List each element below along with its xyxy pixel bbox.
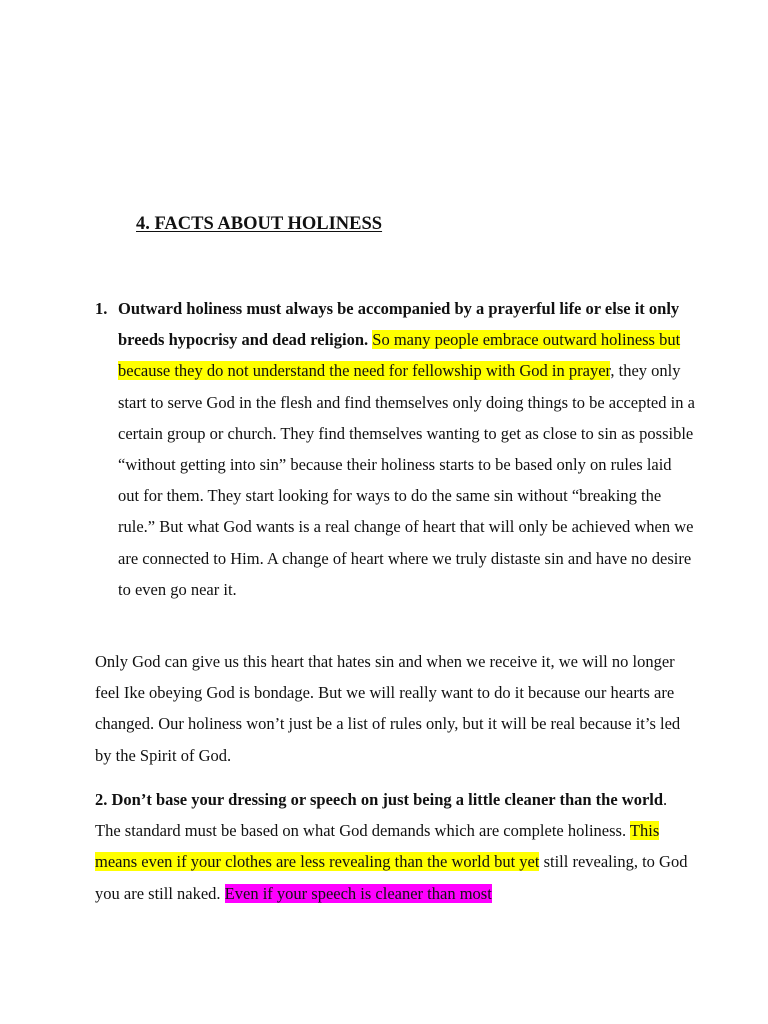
bold-statement: Outward holiness must always be accompanied by a prayerful life or else it only breeds hypocrisy and dead religion. [118, 299, 680, 350]
paragraph-only-god: Only God can give us this heart that hates sin and when we receive it, we will no longer feel Ike obeying God is bondage. But we will really want to do it because our hearts are changed. Our holiness won’t just be a list of rules only, but it will be real because it’s led by the Spirit of God. [95, 652, 681, 765]
list-number: 1. [95, 299, 108, 318]
paragraph-point-2 [95, 784, 695, 909]
list-item-1 [95, 293, 695, 605]
section-heading: 4. FACTS ABOUT HOLINESS [136, 214, 383, 234]
highlighted-text-yellow: This means even if your clothes are less revealing than the world but yet [95, 821, 660, 872]
highlighted-text-magenta: Even if your speech is cleaner than most [224, 883, 492, 903]
body-text: still revealing, to God you are still naked. [95, 852, 688, 903]
highlighted-text-yellow: So many people embrace outward holiness but because they do not understand the need for fellowship with God in prayer [118, 330, 681, 381]
body-text: , they only start to serve God in the flesh and find themselves only doing things to be accepted in a certain group or church. They find themselves wanting to get as close to sin as possible “without getting into sin” because their holiness starts to be based only on rules laid out for them. They start looking for ways to do the same sin without “breaking the rule.” But what God wants is a real change of heart that will only be achieved when we are connected to Him. A change of heart where we truly distaste sin and have no desire to even go near it. [118, 361, 695, 599]
list-item-body [118, 293, 695, 605]
body-text: . The standard must be based on what God demands which are complete holiness. [95, 790, 668, 841]
bold-statement: 2. Don’t base your dressing or speech on just being a little cleaner than the world [95, 790, 664, 809]
